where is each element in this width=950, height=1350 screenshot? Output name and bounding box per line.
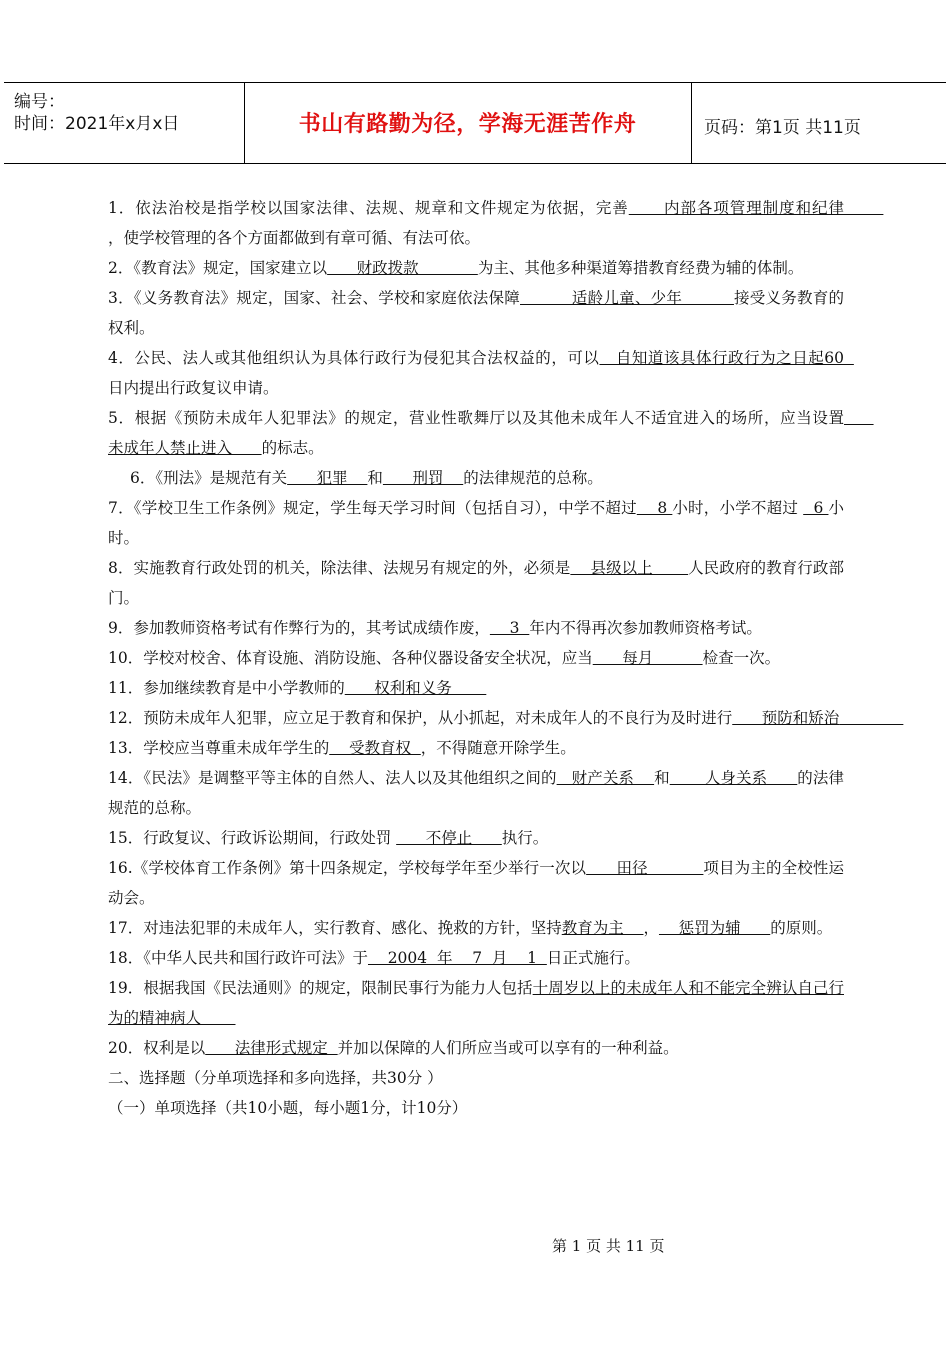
question-item bbox=[108, 763, 844, 823]
question-text: 和 bbox=[367, 469, 383, 487]
question-text: 的法律规范的总称。 bbox=[463, 469, 603, 487]
document-time-label: 时间：2021年x月x日 bbox=[14, 114, 180, 134]
question-text: 11．参加继续教育是中小学教师的 bbox=[108, 679, 345, 697]
question-item bbox=[108, 253, 844, 283]
answer-blank: 权利和义务 bbox=[344, 679, 487, 697]
question-item bbox=[108, 643, 844, 673]
question-text: 9．参加教师资格考试有作弊行为的，其考试成绩作废， bbox=[108, 619, 490, 637]
page-header bbox=[4, 82, 946, 164]
question-text: 和 bbox=[654, 769, 670, 787]
answer-blank: 预防和矫治 bbox=[732, 709, 904, 727]
header-motto: 书山有路勤为径，学海无涯苦作舟 bbox=[298, 112, 637, 137]
question-item bbox=[108, 823, 844, 853]
document-number-label: 编号： bbox=[14, 92, 65, 112]
answer-blank: 未成年人禁止进入 bbox=[108, 409, 874, 457]
question-text: 16.《学校体育工作条例》第十四条规定，学校每学年至少举行一次以 bbox=[108, 859, 587, 877]
answer-blank: 田径 bbox=[586, 859, 704, 877]
answer-blank: 刑罚 bbox=[382, 469, 464, 487]
answer-blank: 自知道该具体行政行为之日起60 bbox=[599, 349, 854, 367]
header-page-info: 页码：第1页 共11页 bbox=[704, 118, 861, 138]
question-text: ，使学校管理的各个方面都做到有章可循、有法可依。 bbox=[108, 229, 481, 247]
question-text: 日正式施行。 bbox=[546, 949, 640, 967]
question-item bbox=[108, 673, 844, 703]
question-text: 19．根据我国《民法通则》的规定，限制民事行为能力人包括 bbox=[108, 979, 533, 997]
question-text: 15．行政复议、行政诉讼期间，行政处罚 bbox=[108, 829, 397, 847]
question-text: 小时。 bbox=[108, 499, 844, 547]
question-text: 4．公民、法人或其他组织认为具体行政行为侵犯其合法权益的，可以 bbox=[108, 349, 600, 367]
question-text: 12．预防未成年人犯罪，应立足于教育和保护，从小抓起，对未成年人的不良行为及时进行 bbox=[108, 709, 733, 727]
question-text: 5．根据《预防未成年人犯罪法》的规定，营业性歌舞厅以及其他未成年人不适宜进入的场所，应当设置 bbox=[108, 409, 844, 427]
question-text: 检查一次。 bbox=[702, 649, 781, 667]
answer-blank: 2004 年 7 月 1 bbox=[367, 949, 547, 967]
question-text: 小时，小学不超过 bbox=[672, 499, 804, 517]
answer-blank: 人身关系 bbox=[669, 769, 798, 787]
answer-blank: 适龄儿童、少年 bbox=[520, 289, 734, 307]
answer-blank: 6 bbox=[803, 499, 829, 517]
question-item bbox=[108, 193, 884, 253]
answer-blank: 内部各项管理制度和纪律 bbox=[628, 199, 884, 217]
answer-blank: 县级以上 bbox=[570, 559, 689, 577]
question-item bbox=[108, 403, 874, 463]
question-text: （一）单项选择（共10小题，每小题1分，计10分） bbox=[108, 1099, 468, 1117]
answer-blank: 受教育权 bbox=[329, 739, 421, 757]
question-text: 2．《教育法》规定，国家建立以 bbox=[108, 259, 328, 277]
question-text: 并加以保障的人们所应当或可以享有的一种利益。 bbox=[337, 1039, 679, 1057]
question-text: 7．《学校卫生工作条例》规定，学生每天学习时间（包括自习），中学不超过 bbox=[108, 499, 637, 517]
answer-blank: 犯罪 bbox=[287, 469, 368, 487]
question-item bbox=[108, 553, 844, 613]
question-item bbox=[108, 283, 844, 343]
question-text: 人民政府的教育行政部门。 bbox=[108, 559, 844, 607]
question-item bbox=[108, 703, 904, 733]
header-page-cell bbox=[692, 83, 946, 163]
question-item bbox=[108, 733, 844, 763]
question-text: 的标志。 bbox=[261, 439, 324, 457]
question-text: 18．《中华人民共和国行政许可法》于 bbox=[108, 949, 368, 967]
question-text: 项目为主的全校性运动会。 bbox=[108, 859, 844, 907]
question-item bbox=[108, 973, 844, 1033]
answer-blank: 财产关系 bbox=[556, 769, 655, 787]
question-item bbox=[108, 1033, 844, 1063]
question-text: 10．学校对校舍、体育设施、消防设施、各种仪器设备安全状况，应当 bbox=[108, 649, 593, 667]
document-body bbox=[108, 193, 904, 1123]
question-item bbox=[108, 343, 854, 403]
question-text: 二、选择题（分单项选择和多向选择，共30分 ） bbox=[108, 1069, 443, 1087]
question-text: 13．学校应当尊重未成年学生的 bbox=[108, 739, 330, 757]
question-text: 年内不得再次参加教师资格考试。 bbox=[529, 619, 762, 637]
answer-blank: 8 bbox=[636, 499, 673, 517]
answer-blank: 教育为主 bbox=[561, 919, 644, 937]
answer-blank: 十周岁以上的未成年人和不能完全辨认自己行为的精神病人 bbox=[108, 979, 844, 1027]
question-text: 20．权利是以 bbox=[108, 1039, 206, 1057]
question-item bbox=[108, 613, 844, 643]
answer-blank: 财政拨款 bbox=[327, 259, 478, 277]
question-text: 1．依法治校是指学校以国家法律、法规、规章和文件规定为依据，完善 bbox=[108, 199, 629, 217]
question-item bbox=[108, 1063, 844, 1093]
answer-blank: 不停止 bbox=[396, 829, 502, 847]
question-text: 6．《刑法》是规范有关 bbox=[130, 469, 288, 487]
answer-blank: 3 bbox=[489, 619, 530, 637]
question-text: 的法律规范的总称。 bbox=[108, 769, 844, 817]
question-item bbox=[108, 463, 844, 493]
question-text: 3．《义务教育法》规定，国家、社会、学校和家庭依法保障 bbox=[108, 289, 521, 307]
answer-blank: 惩罚为辅 bbox=[658, 919, 771, 937]
question-item bbox=[108, 913, 844, 943]
question-item bbox=[108, 493, 844, 553]
question-item bbox=[108, 943, 844, 973]
question-text: 接受义务教育的权利。 bbox=[108, 289, 844, 337]
question-text: 14．《民法》是调整平等主体的自然人、法人以及其他组织之间的 bbox=[108, 769, 557, 787]
question-text: ， bbox=[643, 919, 659, 937]
answer-blank: 法律形式规定 bbox=[205, 1039, 338, 1057]
question-item bbox=[108, 853, 844, 913]
question-text: 8．实施教育行政处罚的机关，除法律、法规另有规定的外，必须是 bbox=[108, 559, 571, 577]
question-text: 的原则。 bbox=[770, 919, 833, 937]
question-text: 日内提出行政复议申请。 bbox=[108, 379, 279, 397]
question-item bbox=[108, 1093, 844, 1123]
header-motto-cell bbox=[244, 83, 692, 163]
question-text: ，不得随意开除学生。 bbox=[420, 739, 576, 757]
answer-blank: 每月 bbox=[592, 649, 703, 667]
question-text: 执行。 bbox=[501, 829, 549, 847]
page-footer: 第 1 页 共 11 页 bbox=[552, 1237, 665, 1255]
header-meta-cell bbox=[4, 83, 245, 163]
question-text: 为主、其他多种渠道筹措教育经费为辅的体制。 bbox=[477, 259, 804, 277]
question-text: 17．对违法犯罪的未成年人，实行教育、感化、挽救的方针，坚持 bbox=[108, 919, 562, 937]
